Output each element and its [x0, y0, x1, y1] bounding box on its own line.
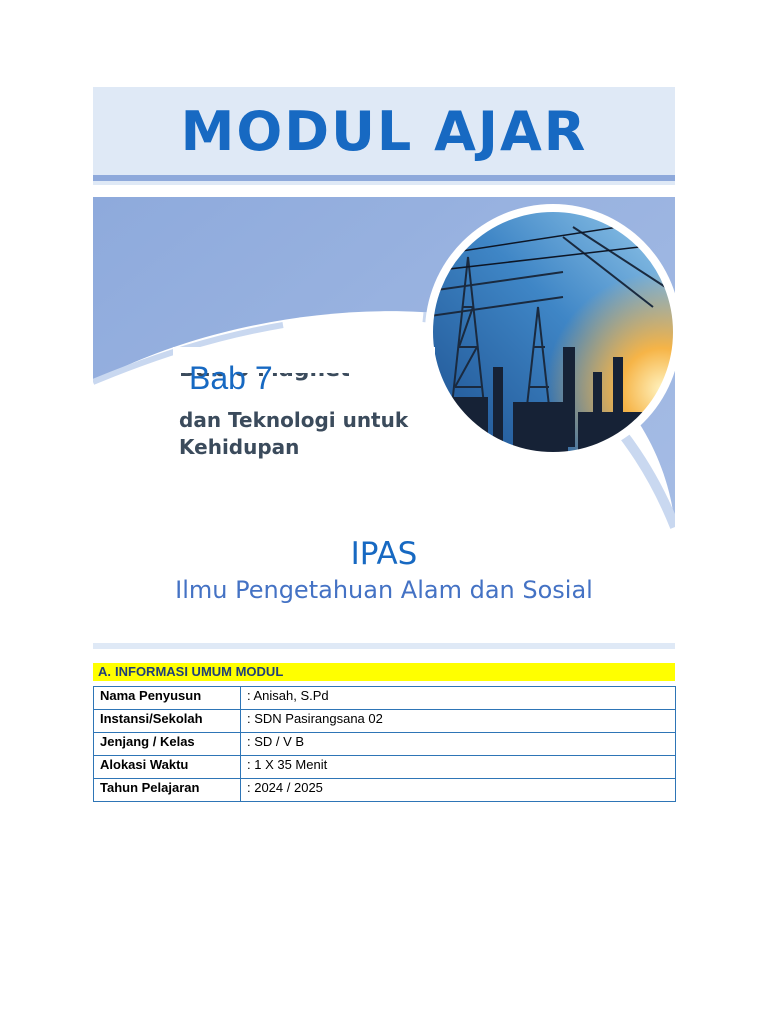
table-row: [94, 710, 676, 733]
subject-full-name: Ilmu Pengetahuan Alam dan Sosial: [175, 576, 593, 604]
cover-bottom-rule: [93, 643, 675, 649]
row-label: Instansi/Sekolah: [94, 710, 241, 733]
row-label: Nama Penyusun: [94, 687, 241, 710]
row-value: : 1 X 35 Menit: [241, 756, 676, 779]
chapter-number: Bab 7: [189, 360, 273, 396]
cover-page: [93, 87, 675, 649]
row-label: Jenjang / Kelas: [94, 733, 241, 756]
chapter-title-line: Kehidupan: [179, 435, 300, 459]
table-row: [94, 733, 676, 756]
row-value: : SD / V B: [241, 733, 676, 756]
row-label: Alokasi Waktu: [94, 756, 241, 779]
module-info-table: [93, 686, 676, 802]
section-letter: A.: [98, 664, 111, 679]
title-underline-light: [93, 181, 675, 185]
row-value: : 2024 / 2025: [241, 779, 676, 802]
table-row: [94, 756, 676, 779]
table-row: [94, 779, 676, 802]
section-heading: [93, 663, 675, 681]
section-title: INFORMASI UMUM MODUL: [115, 664, 284, 679]
row-value: : SDN Pasirangsana 02: [241, 710, 676, 733]
table-row: [94, 687, 676, 710]
subject-abbreviation: IPAS: [350, 536, 418, 572]
chapter-title-line: dan Teknologi untuk: [179, 408, 409, 432]
row-label: Tahun Pelajaran: [94, 779, 241, 802]
module-title: MODUL AJAR: [180, 100, 588, 163]
row-value: : Anisah, S.Pd: [241, 687, 676, 710]
